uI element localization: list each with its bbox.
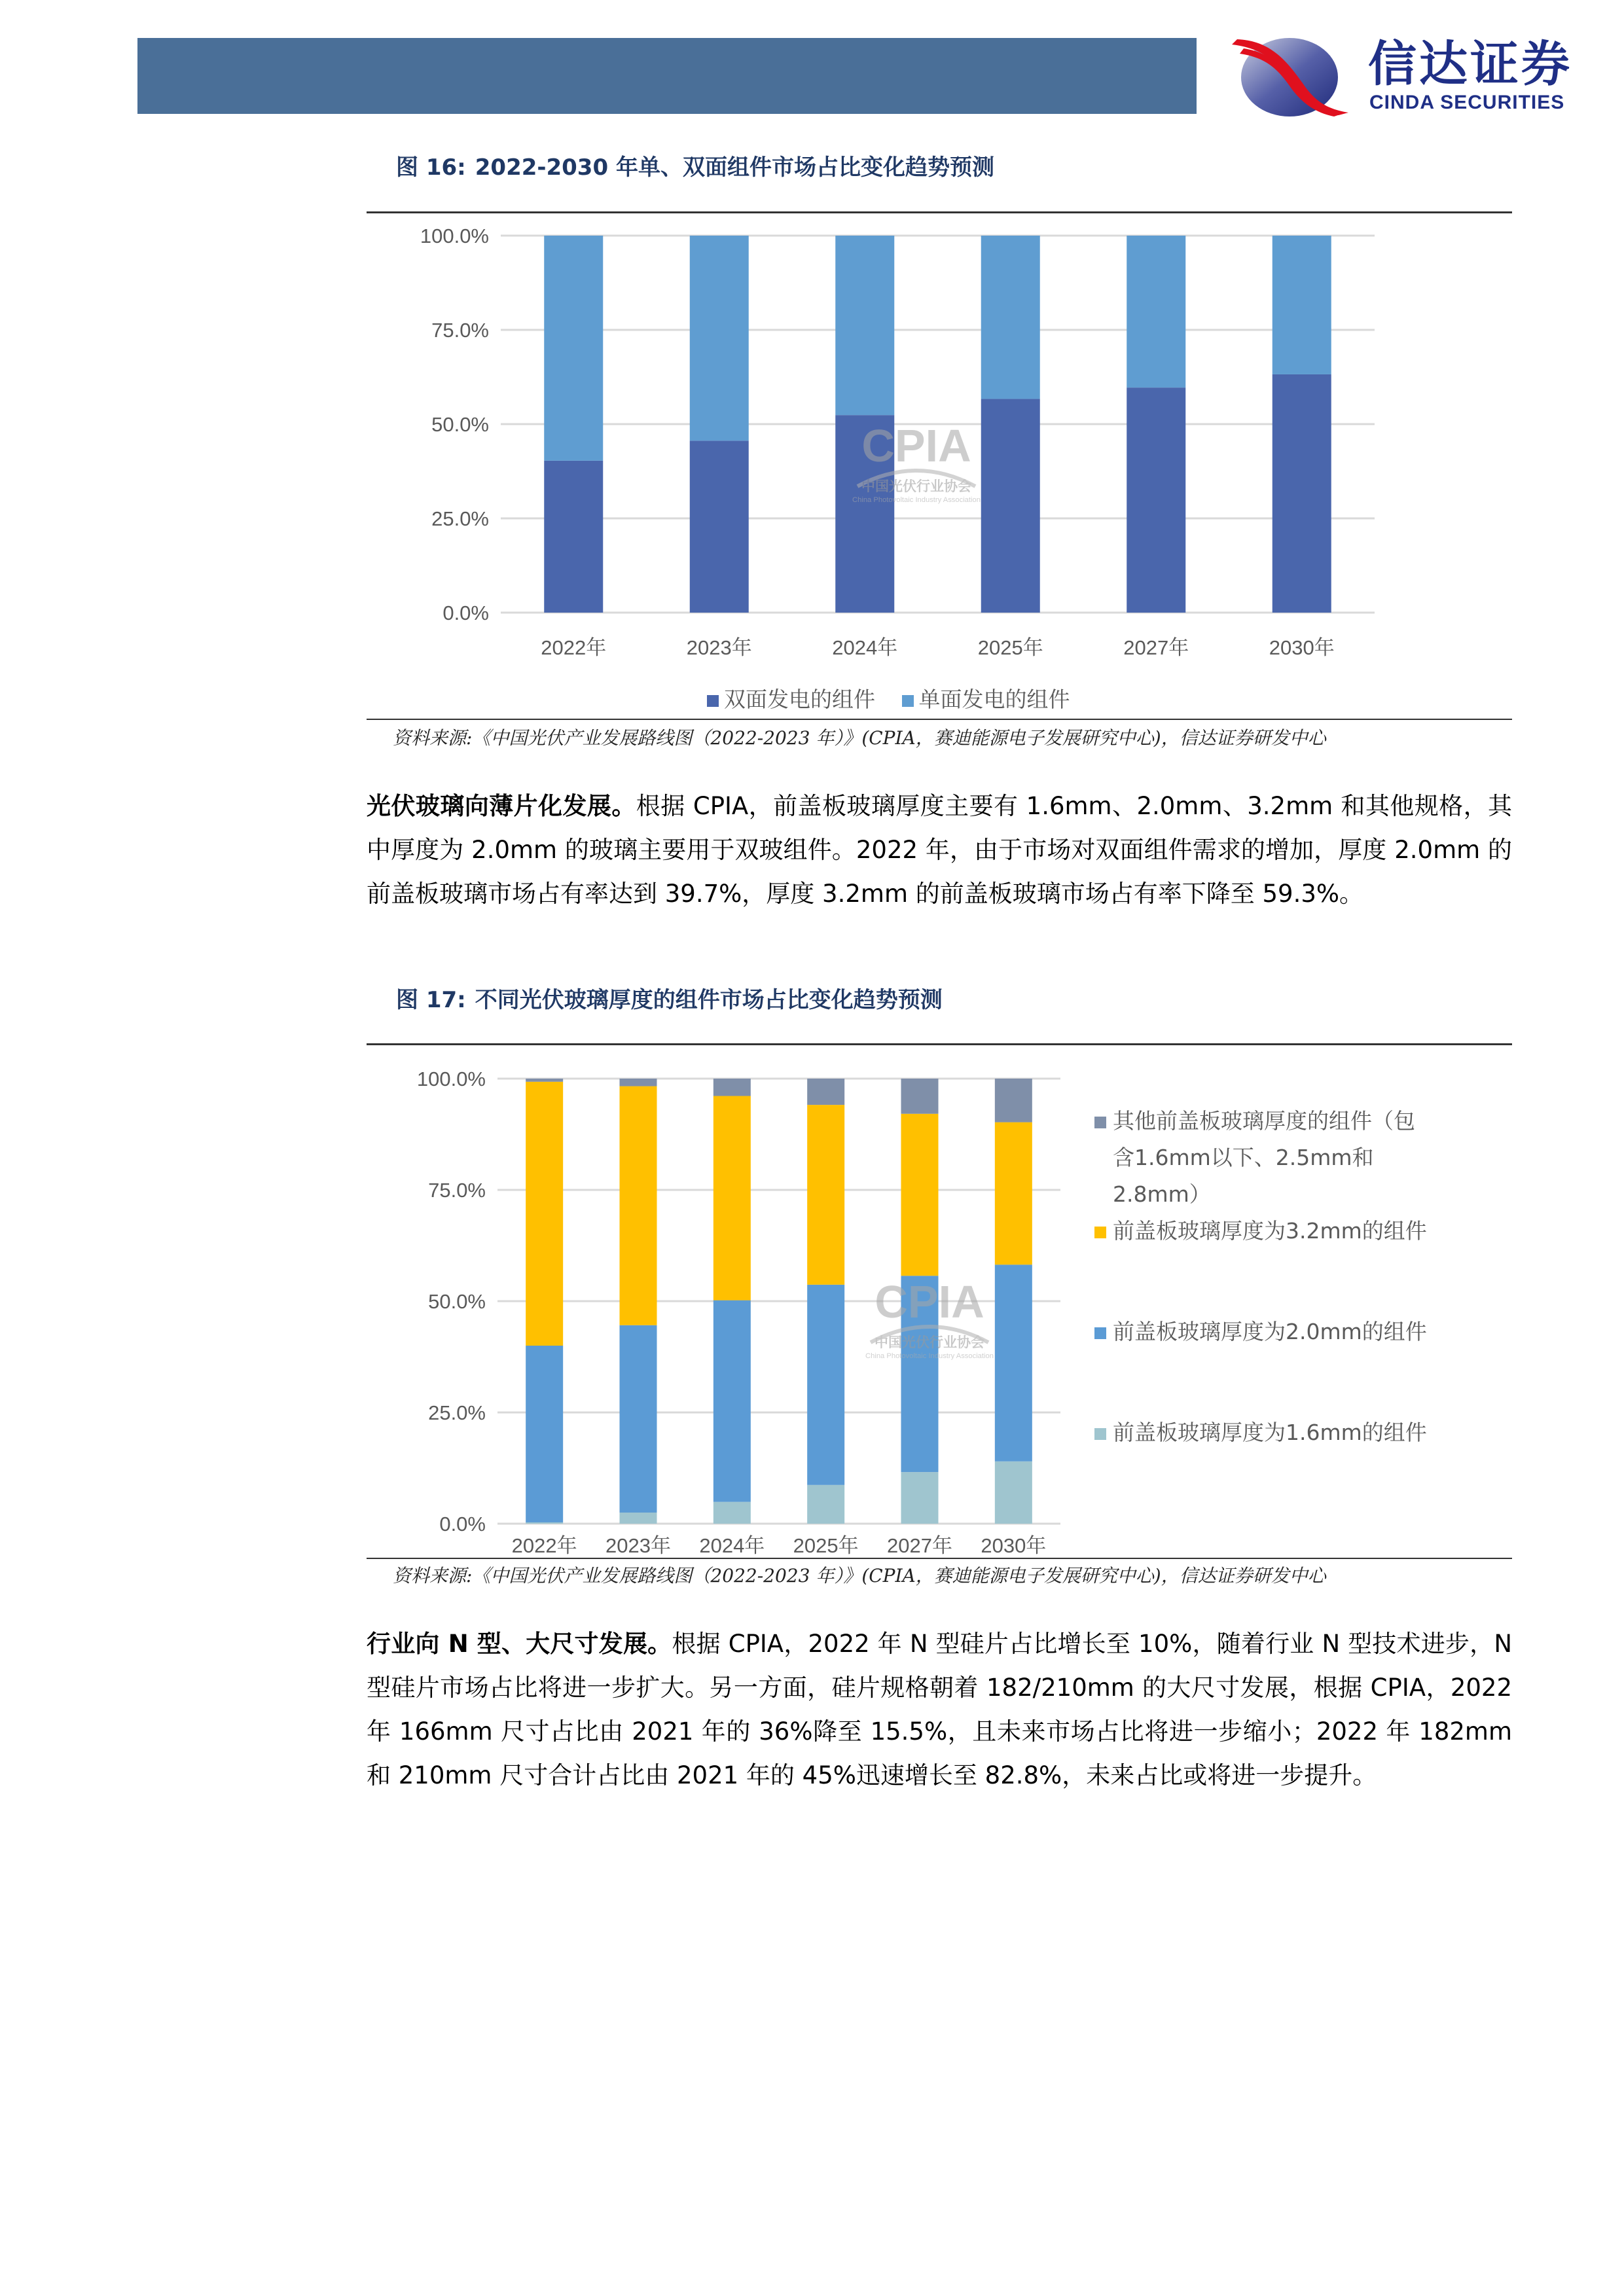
y-tick-label: 50.0% (428, 1290, 486, 1313)
svg-text:中国光伏行业协会: 中国光伏行业协会 (861, 479, 971, 494)
legend-item-other-line2: 含1.6mm以下、2.5mm和 (1113, 1145, 1374, 1170)
x-tick-label: 2030年 (981, 1534, 1047, 1557)
bar-segment (981, 236, 1040, 399)
paragraph2-lead: 行业向 N 型、大尺寸发展。 (367, 1630, 672, 1658)
legend-label-bifacial: 双面发电的组件 (724, 687, 875, 712)
bar-segment (690, 440, 749, 613)
legend-swatch-1-6mm (1094, 1428, 1106, 1440)
bar-segment (807, 1485, 844, 1524)
bar-segment (544, 236, 603, 461)
figure17-source: 资料来源:《中国光伏产业发展路线图（2022-2023 年）》(CPIA，赛迪能源电子发展研究中心)，信达证券研发中心 (393, 1565, 1326, 1587)
bar-segment (981, 399, 1040, 613)
y-tick-label: 25.0% (428, 1401, 486, 1424)
header-bar (137, 38, 1197, 114)
bar-segment (713, 1096, 751, 1300)
x-tick-label: 2022年 (541, 636, 607, 659)
bar-segment (835, 236, 894, 415)
bar-segment (526, 1082, 563, 1346)
bar-segment (995, 1265, 1032, 1462)
cpia-watermark-icon (865, 1276, 994, 1360)
figure17-top-rule (367, 1043, 1512, 1045)
bar-segment (713, 1079, 751, 1096)
bar-segment (1272, 236, 1331, 374)
bar-segment (544, 461, 603, 613)
figure17-chart-canvas (367, 1047, 1060, 1558)
bar-segment (620, 1079, 657, 1086)
bar-segment (713, 1502, 751, 1524)
legend-swatch-2-0mm (1094, 1327, 1106, 1339)
figure17-chart (367, 1047, 1060, 1558)
legend-item-monofacial (902, 687, 1070, 712)
x-tick-label: 2024年 (699, 1534, 765, 1557)
legend-item-3-2mm (1094, 1213, 1427, 1249)
y-tick-label: 100.0% (416, 1067, 486, 1090)
paragraph-n-type-large-size (367, 1622, 1512, 1797)
x-tick-label: 2027年 (887, 1534, 952, 1557)
bar-segment (901, 1079, 939, 1114)
bar-segment (901, 1472, 939, 1524)
cinda-logo (1224, 34, 1610, 118)
legend-item-bifacial (707, 687, 875, 712)
paragraph-glass-thinning (367, 784, 1512, 916)
svg-text:China Photovoltaic Industry As: China Photovoltaic Industry Association (865, 1352, 994, 1360)
x-tick-label: 2025年 (793, 1534, 859, 1557)
figure16-top-rule (367, 211, 1512, 213)
bar-segment (807, 1079, 844, 1105)
bar-segment (620, 1325, 657, 1513)
bar-segment (1272, 374, 1331, 613)
y-tick-label: 50.0% (431, 413, 489, 436)
x-tick-label: 2024年 (832, 636, 898, 659)
svg-text:CPIA: CPIA (861, 420, 971, 471)
x-tick-label: 2023年 (605, 1534, 671, 1557)
x-tick-label: 2022年 (511, 1534, 577, 1557)
legend-swatch-3-2mm (1094, 1227, 1106, 1238)
figure17-bottom-rule (367, 1558, 1512, 1559)
x-tick-label: 2030年 (1269, 636, 1335, 659)
svg-text:China Photovoltaic Industry As: China Photovoltaic Industry Association (852, 496, 981, 504)
figure17-title (396, 982, 943, 1014)
figure16-chart-canvas (367, 216, 1388, 726)
legend-label-other-1: 其他前盖板玻璃厚度的组件（包 (1113, 1108, 1415, 1134)
bar-segment (1127, 387, 1185, 613)
bar-segment (901, 1114, 939, 1276)
bar-segment (995, 1122, 1032, 1265)
x-tick-label: 2027年 (1123, 636, 1189, 659)
paragraph1-body: 根据 CPIA，前盖板玻璃厚度主要有 1.6mm、2.0mm、3.2mm 和其他规格，其中厚度为 2.0mm 的玻璃主要用于双玻组件。2022 年，由于市场对双面组件需求的增加，厚度 2.0mm 的前盖板玻璃市场占有率达到 39.7%，厚度 3.2mm 的前盖板玻璃市场占有率下降至 59.3%。 (367, 792, 1512, 908)
bar-segment (995, 1462, 1032, 1524)
figure17-legend (1094, 1103, 1427, 1451)
figure17-title-text: 不同光伏玻璃厚度的组件市场占比变化趋势预测 (475, 987, 943, 1013)
y-tick-label: 75.0% (431, 319, 489, 342)
brand-name-cn: 信达证券 (1368, 36, 1572, 92)
legend-label-3-2mm: 前盖板玻璃厚度为3.2mm的组件 (1113, 1218, 1427, 1244)
y-tick-label: 75.0% (428, 1179, 486, 1202)
y-tick-label: 0.0% (442, 601, 489, 624)
paragraph2-body: 根据 CPIA，2022 年 N 型硅片占比增长至 10%，随着行业 N 型技术进步，N 型硅片市场占比将进一步扩大。另一方面，硅片规格朝着 182/210mm 的大尺寸发展，根据 CPIA，2022 年 166mm 尺寸占比由 2021 年的 36%降至 15.5%，且未来市场占比将进一步缩小；2022 年 182mm 和 210mm 尺寸合计占比由 2021 年的 45%迅速增长至 82.8%，未来占比或将进一步提升。 (367, 1630, 1512, 1789)
bar-segment (713, 1300, 751, 1502)
figure16-title (396, 149, 994, 181)
cpia-watermark-icon (852, 420, 981, 504)
figure17-label: 图 17: (396, 987, 466, 1013)
figure16-title-text: 2022-2030 年单、双面组件市场占比变化趋势预测 (475, 154, 994, 181)
figure16-source: 资料来源:《中国光伏产业发展路线图（2022-2023 年）》(CPIA，赛迪能源电子发展研究中心)，信达证券研发中心 (393, 727, 1326, 749)
figure16-bottom-rule (367, 719, 1512, 720)
bar-segment (620, 1513, 657, 1524)
cinda-logo-icon (1224, 34, 1355, 118)
bar-segment (1127, 236, 1185, 387)
legend-swatch-bifacial (707, 695, 719, 707)
legend-item-2-0mm (1094, 1314, 1427, 1350)
y-tick-label: 0.0% (439, 1513, 486, 1535)
bar-segment (807, 1285, 844, 1485)
brand-name-en: CINDA SECURITIES (1369, 92, 1565, 113)
svg-text:中国光伏行业协会: 中国光伏行业协会 (875, 1335, 984, 1350)
figure16-legend (707, 683, 1090, 713)
y-tick-label: 100.0% (420, 224, 489, 247)
legend-label-2-0mm: 前盖板玻璃厚度为2.0mm的组件 (1113, 1319, 1427, 1344)
legend-swatch-other (1094, 1117, 1106, 1128)
bar-segment (526, 1346, 563, 1522)
legend-item-other-line3: 2.8mm） (1113, 1181, 1211, 1207)
legend-label-1-6mm: 前盖板玻璃厚度为1.6mm的组件 (1113, 1420, 1427, 1445)
svg-text:CPIA: CPIA (875, 1276, 984, 1327)
x-tick-label: 2025年 (977, 636, 1043, 659)
bar-segment (620, 1086, 657, 1325)
legend-item-other-thickness (1094, 1103, 1427, 1139)
legend-label-monofacial: 单面发电的组件 (918, 687, 1070, 712)
paragraph1-lead: 光伏玻璃向薄片化发展。 (367, 792, 636, 820)
figure16-label: 图 16: (396, 154, 466, 181)
bar-segment (690, 236, 749, 440)
figure16-chart (367, 216, 1388, 726)
bar-segment (526, 1079, 563, 1082)
legend-swatch-monofacial (902, 695, 914, 707)
legend-item-1-6mm (1094, 1414, 1427, 1451)
bar-segment (995, 1079, 1032, 1122)
y-tick-label: 25.0% (431, 507, 489, 530)
bar-segment (526, 1522, 563, 1524)
x-tick-label: 2023年 (686, 636, 752, 659)
bar-segment (807, 1105, 844, 1285)
